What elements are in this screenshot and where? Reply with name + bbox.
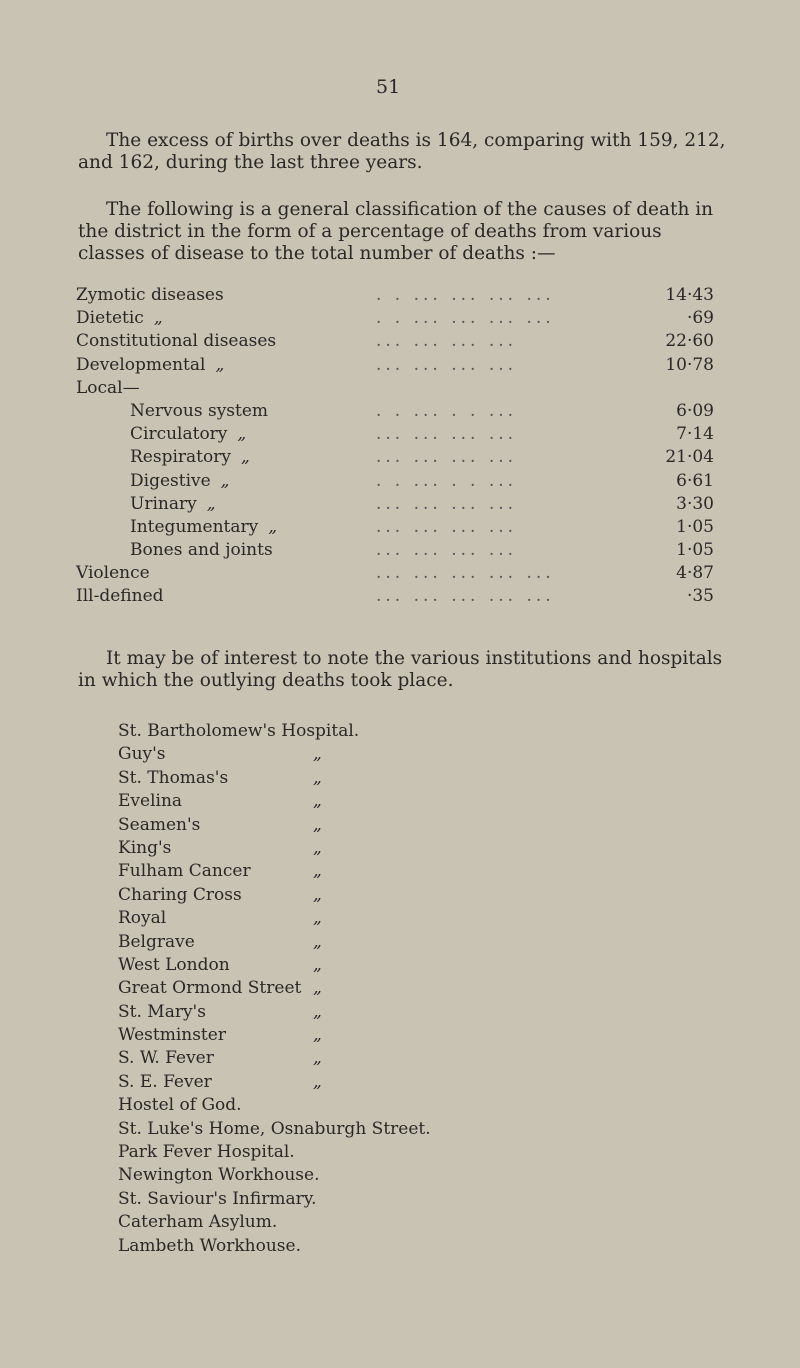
cause-label: Ill-defined bbox=[76, 586, 164, 607]
ditto-mark: „ bbox=[268, 516, 278, 537]
institution-name: S. W. Fever bbox=[118, 1048, 214, 1069]
ditto-mark: „ bbox=[313, 1025, 322, 1046]
institution-name: Seamen's bbox=[118, 814, 201, 835]
cause-percentage: 1·05 bbox=[676, 540, 714, 561]
institution-item bbox=[118, 1235, 431, 1258]
cause-row bbox=[76, 493, 716, 516]
institutions-paragraph bbox=[78, 648, 728, 692]
dot-leader: ... ... ... ... ... bbox=[376, 586, 555, 607]
cause-percentage: 6·61 bbox=[676, 470, 714, 491]
dot-leader: . . ... . . ... bbox=[376, 470, 518, 491]
cause-percentage: ·69 bbox=[686, 308, 714, 329]
cause-label: Local— bbox=[76, 377, 140, 398]
ditto-mark: „ bbox=[313, 744, 322, 765]
institution-item bbox=[118, 954, 431, 977]
dot-leader: ... ... ... ... bbox=[376, 493, 518, 514]
dot-leader: . . ... . . ... bbox=[376, 400, 518, 421]
dot-leader: ... ... ... ... bbox=[376, 424, 518, 445]
cause-row bbox=[76, 400, 716, 423]
ditto-mark: „ bbox=[313, 931, 322, 952]
classification-text: The following is a general classification of the causes of death in the district in the form of a percentage of deaths from various classes of disease to the total number of deaths :— bbox=[78, 199, 714, 264]
institution-item bbox=[118, 814, 431, 837]
ditto-mark: „ bbox=[237, 424, 247, 445]
ditto-mark: „ bbox=[313, 978, 322, 999]
institution-item bbox=[118, 1071, 431, 1094]
ditto-mark: „ bbox=[153, 308, 163, 329]
institution-item bbox=[118, 1094, 431, 1117]
institution-name: Great Ormond Street bbox=[118, 978, 302, 999]
cause-row bbox=[76, 585, 716, 608]
cause-label: Digestive bbox=[130, 470, 211, 491]
cause-percentage: 7·14 bbox=[676, 424, 714, 445]
ditto-mark: „ bbox=[313, 1001, 322, 1022]
cause-row bbox=[76, 377, 716, 400]
cause-percentage: 4·87 bbox=[676, 563, 714, 584]
cause-percentage: 14·43 bbox=[665, 285, 714, 305]
page-number: 51 bbox=[376, 76, 401, 98]
institution-name: Hostel of God. bbox=[118, 1095, 242, 1116]
cause-row bbox=[76, 539, 716, 562]
cause-label: Zymotic diseases bbox=[76, 285, 224, 305]
institution-item bbox=[118, 1141, 431, 1164]
cause-label: Developmental bbox=[76, 354, 206, 375]
institution-item bbox=[118, 1024, 431, 1047]
ditto-mark: „ bbox=[313, 837, 322, 858]
births-paragraph bbox=[78, 130, 728, 174]
cause-label: Circulatory bbox=[130, 424, 228, 445]
institution-name: Evelina bbox=[118, 791, 183, 812]
cause-label: Violence bbox=[76, 563, 150, 584]
cause-percentage: 21·04 bbox=[665, 447, 714, 468]
births-text: The excess of births over deaths is 164, comparing with 159, 212, and 162, during the last three years. bbox=[78, 130, 726, 173]
cause-row bbox=[76, 284, 716, 307]
institution-name: Charing Cross bbox=[118, 884, 242, 905]
ditto-mark: „ bbox=[240, 447, 250, 468]
institution-item bbox=[118, 1047, 431, 1070]
institution-name: St. Mary's bbox=[118, 1001, 206, 1022]
institution-name: St. Bartholomew's Hospital. bbox=[118, 721, 360, 741]
institution-name: St. Thomas's bbox=[118, 767, 229, 788]
dot-leader: ... ... ... ... bbox=[376, 540, 518, 561]
institution-name: St. Luke's Home, Osnaburgh Street. bbox=[118, 1118, 431, 1139]
ditto-mark: „ bbox=[313, 884, 322, 905]
ditto-mark: „ bbox=[313, 767, 322, 788]
cause-label: Nervous system bbox=[130, 400, 269, 421]
cause-percentage: ·35 bbox=[686, 586, 714, 607]
cause-label: Dietetic bbox=[76, 308, 144, 329]
classification-paragraph bbox=[78, 199, 728, 265]
institution-item bbox=[118, 1001, 431, 1024]
cause-percentage: 22·60 bbox=[665, 331, 714, 352]
ditto-mark: „ bbox=[313, 1071, 322, 1092]
institutions-text: It may be of interest to note the various institutions and hospitals in which the outlying deaths took place. bbox=[78, 648, 723, 691]
dot-leader: ... ... ... ... bbox=[376, 516, 518, 537]
institution-item bbox=[118, 1118, 431, 1141]
cause-label: Respiratory bbox=[130, 447, 231, 468]
institution-item bbox=[118, 1188, 431, 1211]
cause-label: Constitutional diseases bbox=[76, 331, 277, 352]
institution-item bbox=[118, 767, 431, 790]
cause-row bbox=[76, 516, 716, 539]
institution-item bbox=[118, 1211, 431, 1234]
institution-name: Guy's bbox=[118, 744, 166, 765]
institution-name: Newington Workhouse. bbox=[118, 1165, 320, 1186]
ditto-mark: „ bbox=[220, 470, 230, 491]
cause-percentage: 10·78 bbox=[665, 354, 714, 375]
cause-row bbox=[76, 330, 716, 353]
institution-item bbox=[118, 720, 431, 743]
dot-leader: ... ... ... ... bbox=[376, 331, 518, 352]
causes-of-death-table bbox=[76, 284, 716, 609]
institution-item bbox=[118, 931, 431, 954]
institution-item bbox=[118, 1164, 431, 1187]
cause-row bbox=[76, 423, 716, 446]
institution-item bbox=[118, 743, 431, 766]
dot-leader: ... ... ... ... bbox=[376, 354, 518, 375]
cause-percentage: 3·30 bbox=[676, 493, 714, 514]
ditto-mark: „ bbox=[313, 791, 322, 812]
institution-name: S. E. Fever bbox=[118, 1071, 212, 1092]
cause-row bbox=[76, 446, 716, 469]
institution-item bbox=[118, 860, 431, 883]
institution-item bbox=[118, 977, 431, 1000]
cause-row bbox=[76, 354, 716, 377]
institution-item bbox=[118, 790, 431, 813]
cause-label: Urinary bbox=[130, 493, 197, 514]
cause-label: Bones and joints bbox=[130, 540, 273, 561]
cause-row bbox=[76, 562, 716, 585]
cause-percentage: 1·05 bbox=[676, 516, 714, 537]
dot-leader: ... ... ... ... ... bbox=[376, 563, 555, 584]
institution-name: Royal bbox=[118, 908, 167, 929]
institution-name: Lambeth Workhouse. bbox=[118, 1235, 301, 1256]
cause-row bbox=[76, 470, 716, 493]
cause-row bbox=[76, 307, 716, 330]
institution-name: Caterham Asylum. bbox=[118, 1212, 278, 1233]
institution-name: Park Fever Hospital. bbox=[118, 1142, 295, 1163]
ditto-mark: „ bbox=[313, 908, 322, 929]
ditto-mark: „ bbox=[313, 861, 322, 882]
ditto-mark: „ bbox=[215, 354, 225, 375]
dot-leader: ... ... ... ... bbox=[376, 447, 518, 468]
institutions-list bbox=[118, 720, 431, 1258]
ditto-mark: „ bbox=[313, 1048, 322, 1069]
ditto-mark: „ bbox=[206, 493, 216, 514]
institution-name: Fulham Cancer bbox=[118, 861, 251, 882]
institution-item bbox=[118, 907, 431, 930]
cause-percentage: 6·09 bbox=[676, 400, 714, 421]
institution-name: St. Saviour's Infirmary. bbox=[118, 1188, 317, 1209]
institution-item bbox=[118, 884, 431, 907]
dot-leader: . . ... ... ... ... bbox=[376, 308, 555, 329]
dot-leader: . . ... ... ... ... bbox=[376, 285, 555, 305]
institution-name: King's bbox=[118, 837, 172, 858]
institution-name: Belgrave bbox=[118, 931, 195, 952]
institution-name: Westminster bbox=[118, 1025, 226, 1046]
cause-label: Integumentary bbox=[130, 516, 259, 537]
institution-item bbox=[118, 837, 431, 860]
ditto-mark: „ bbox=[313, 814, 322, 835]
ditto-mark: „ bbox=[313, 954, 322, 975]
institution-name: West London bbox=[118, 954, 230, 975]
